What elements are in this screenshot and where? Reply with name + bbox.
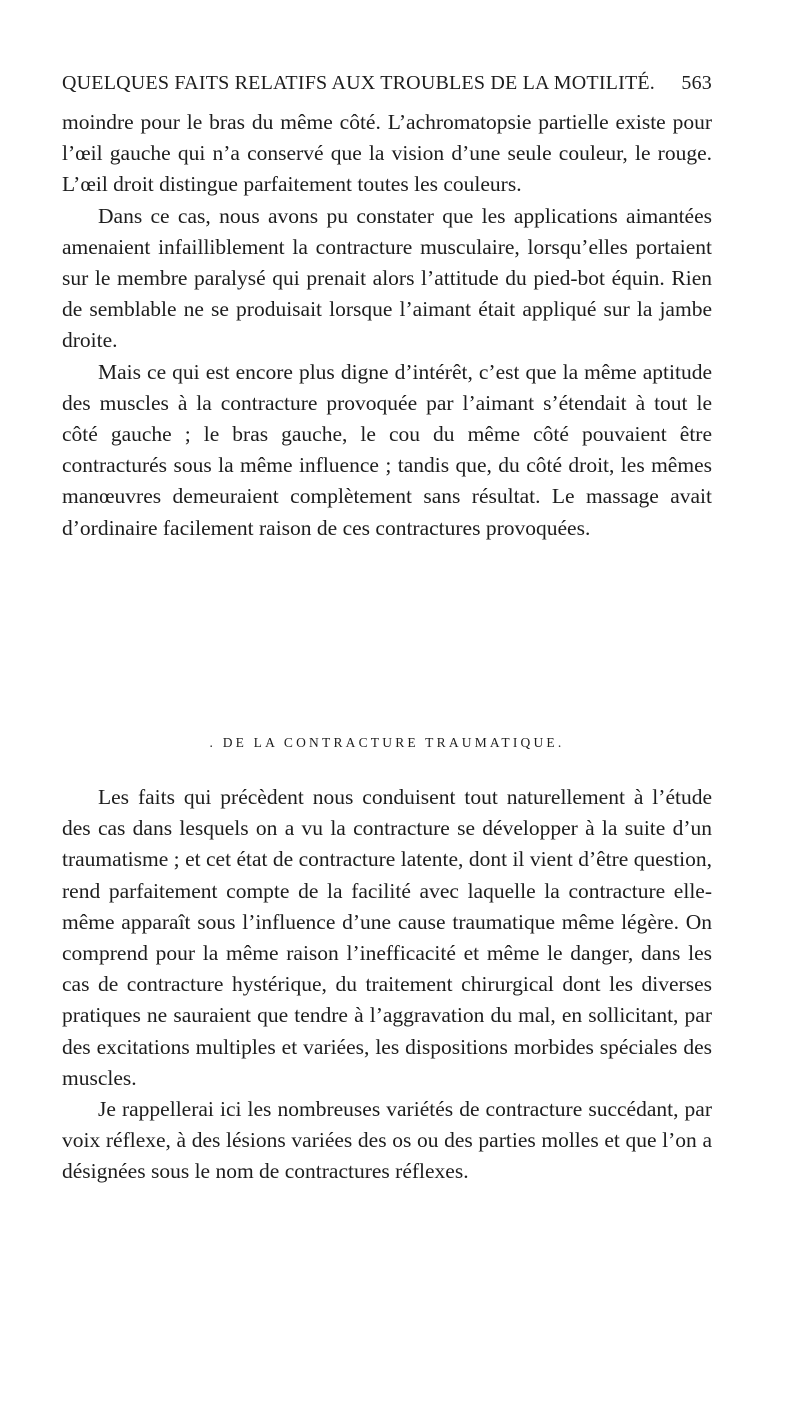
paragraph: Je rappellerai ici les nombreuses variétés de contracture succédant, par voix réflexe, à des lésions variées des os ou des parties molles et que l’on a désignées sous le nom de contractures réflexes. xyxy=(62,1097,712,1184)
paragraph: Dans ce cas, nous avons pu constater que les applications aimantées amenaient infailliblement la contracture musculaire, lorsqu’elles portaient sur le membre paralysé qui prenait alors l’attitude du pied-bot équin. Rien de semblable ne se produisait lorsque l’aimant était appliqué sur la jambe droite. xyxy=(62,203,712,353)
body-text-top xyxy=(62,107,712,544)
section-heading: . DE LA CONTRACTURE TRAUMATIQUE. xyxy=(209,735,565,750)
running-head xyxy=(62,72,712,102)
paragraph-continued: moindre pour le bras du même côté. L’achromatopsie partielle existe pour l’œil gauche qui n’a conservé que la vision d’une seule couleur, le rouge. L’œil droit distingue parfaitement toutes les couleurs. xyxy=(62,110,712,197)
paragraph: Mais ce qui est encore plus digne d’intérêt, c’est que la même aptitude des muscles à la contracture provoquée par l’aimant s’étendait à tout le côté gauche ; le bras gauche, le cou du même côté pouvaient être contracturés sous la même influence ; tandis que, du côté droit, les mêmes manœuvres demeuraient complètement sans résultat. Le massage avait d’ordinaire facilement raison de ces contractures provoquées. xyxy=(62,359,712,540)
page-number: 563 xyxy=(681,72,712,94)
running-title: QUELQUES FAITS RELATIFS AUX TROUBLES DE LA MOTILITÉ. xyxy=(62,72,655,94)
paragraph: Les faits qui précèdent nous conduisent tout naturellement à l’étude des cas dans lesquels on a vu la contracture se développer à la suite d’un traumatisme ; et cet état de contracture latente, dont il vient d’être question, rend parfaitement compte de la facilité avec laquelle la contracture elle-même apparaît sous l’influence d’une cause traumatique même légère. On comprend pour la même raison l’inefficacité et même le danger, dans les cas de contracture hystérique, du traitement chirurgical dont les diverses pratiques ne sauraient que tendre à l’aggravation du mal, en sollicitant, par des excitations multiples et variées, les dispositions morbides spéciales des muscles. xyxy=(62,785,712,1090)
body-text-bottom xyxy=(62,782,712,1188)
